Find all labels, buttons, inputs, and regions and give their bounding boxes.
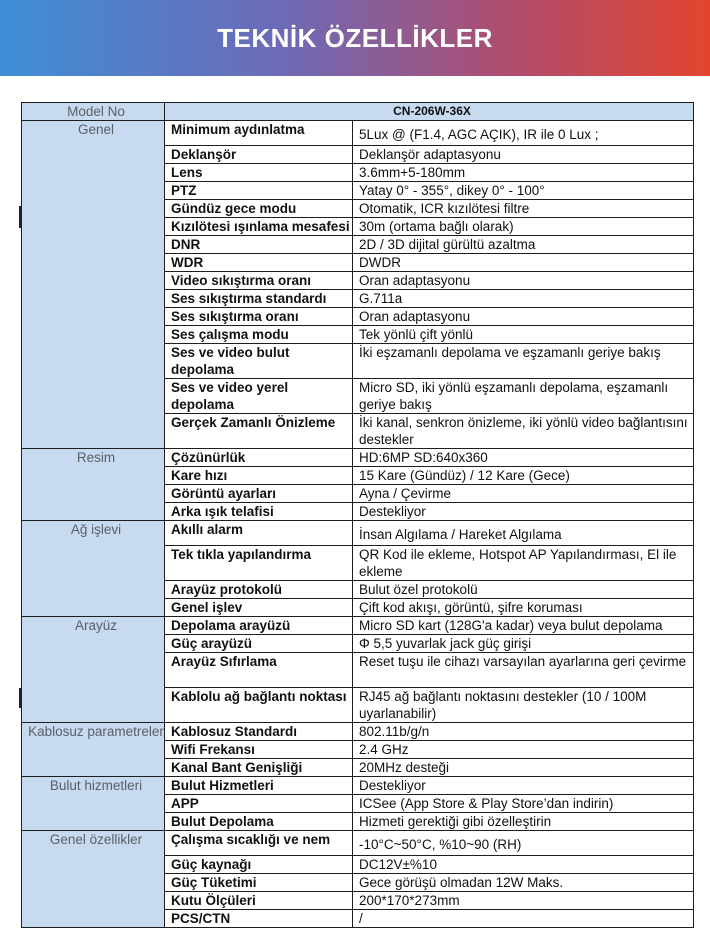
feature-name: PTZ (165, 182, 353, 200)
feature-value: Reset tuşu ile cihazı varsayılan ayarlarına geri çevirme (353, 653, 694, 688)
feature-value: 2D / 3D dijital gürültü azaltma (353, 236, 694, 254)
feature-value: İki eşzamanlı depolama ve eşzamanlı geriye bakış (353, 344, 694, 379)
title-banner (0, 0, 710, 76)
spec-row (22, 777, 694, 795)
category-cell: Resim (22, 449, 165, 521)
feature-value: Ayna / Çevirme (353, 485, 694, 503)
feature-name: WDR (165, 254, 353, 272)
page-title: TEKNİK ÖZELLİKLER (217, 22, 493, 53)
feature-name: Ses çalışma modu (165, 326, 353, 344)
spec-row (22, 831, 694, 856)
spec-row (22, 723, 694, 741)
feature-value: ICSee (App Store & Play Store’dan indirin) (353, 795, 694, 813)
feature-value: G.711a (353, 290, 694, 308)
category-cell: Kablosuz parametreler (22, 723, 165, 777)
feature-value: Micro SD, iki yönlü eşzamanlı depolama, eşzamanlı geriye bakış (353, 379, 694, 414)
feature-name: Ses sıkıştırma standardı (165, 290, 353, 308)
feature-value: Micro SD kart (128G'a kadar) veya bulut depolama (353, 617, 694, 635)
feature-name: Akıllı alarm (165, 521, 353, 546)
feature-value: Hizmeti gerektiği gibi özelleştirin (353, 813, 694, 831)
feature-value: Otomatik, ICR kızılötesi filtre (353, 200, 694, 218)
feature-name: Wifi Frekansı (165, 741, 353, 759)
feature-value: Gece görüşü olmadan 12W Maks. (353, 874, 694, 892)
feature-name: PCS/CTN (165, 910, 353, 928)
feature-value: QR Kod ile ekleme, Hotspot AP Yapılandırması, El ile ekleme (353, 546, 694, 581)
feature-name: Tek tıkla yapılandırma (165, 546, 353, 581)
feature-value: 20MHz desteği (353, 759, 694, 777)
feature-value: Destekliyor (353, 777, 694, 795)
feature-value: 5Lux @ (F1.4, AGC AÇIK), IR ile 0 Lux ; (353, 121, 694, 146)
feature-name: Kutu Ölçüleri (165, 892, 353, 910)
feature-name: Kanal Bant Genişliği (165, 759, 353, 777)
feature-value: / (353, 910, 694, 928)
model-row (22, 103, 694, 121)
spec-table-wrapper (21, 102, 693, 928)
feature-value: 200*170*273mm (353, 892, 694, 910)
feature-value: -10°C~50°C, %10~90 (RH) (353, 831, 694, 856)
feature-value: İnsan Algılama / Hareket Algılama (353, 521, 694, 546)
feature-value: Yatay 0° - 355°, dikey 0° - 100° (353, 182, 694, 200)
feature-name: Güç kaynağı (165, 856, 353, 874)
category-cell: Ağ işlevi (22, 521, 165, 617)
feature-name: Deklanşör (165, 146, 353, 164)
feature-value: Oran adaptasyonu (353, 308, 694, 326)
feature-value: Çift kod akışı, görüntü, şifre koruması (353, 599, 694, 617)
feature-value: DC12V±%10 (353, 856, 694, 874)
category-cell: Arayüz (22, 617, 165, 723)
feature-name: Minimum aydınlatma (165, 121, 353, 146)
feature-value: Tek yönlü çift yönlü (353, 326, 694, 344)
feature-name: Gündüz gece modu (165, 200, 353, 218)
feature-value: Destekliyor (353, 503, 694, 521)
feature-name: Güç arayüzü (165, 635, 353, 653)
feature-value: RJ45 ağ bağlantı noktasını destekler (10 / 100M uyarlanabilir) (353, 688, 694, 723)
category-cell: Genel (22, 121, 165, 449)
spec-row (22, 617, 694, 635)
feature-value: Bulut özel protokolü (353, 581, 694, 599)
feature-value: İki kanal, senkron önizleme, iki yönlü video bağlantısını destekler (353, 414, 694, 449)
spec-row (22, 121, 694, 146)
feature-name: Ses ve video bulut depolama (165, 344, 353, 379)
category-cell: Genel özellikler (22, 831, 165, 928)
feature-value: HD:6MP SD:640x360 (353, 449, 694, 467)
spec-row (22, 449, 694, 467)
feature-name: Arka ışık telafisi (165, 503, 353, 521)
feature-name: Gerçek Zamanlı Önizleme (165, 414, 353, 449)
feature-name: APP (165, 795, 353, 813)
feature-name: Çözünürlük (165, 449, 353, 467)
model-value: CN-206W-36X (165, 103, 694, 121)
feature-name: Kablosuz Standardı (165, 723, 353, 741)
spec-table (21, 102, 694, 928)
feature-value: 30m (ortama bağlı olarak) (353, 218, 694, 236)
feature-name: Video sıkıştırma oranı (165, 272, 353, 290)
feature-name: Genel işlev (165, 599, 353, 617)
feature-value: 2.4 GHz (353, 741, 694, 759)
feature-name: Güç Tüketimi (165, 874, 353, 892)
feature-value: Deklanşör adaptasyonu (353, 146, 694, 164)
model-label: Model No (22, 103, 165, 121)
feature-name: Çalışma sıcaklığı ve nem (165, 831, 353, 856)
feature-value: 3.6mm+5-180mm (353, 164, 694, 182)
feature-value: Oran adaptasyonu (353, 272, 694, 290)
feature-name: Bulut Depolama (165, 813, 353, 831)
feature-name: Bulut Hizmetleri (165, 777, 353, 795)
feature-name: Kare hızı (165, 467, 353, 485)
feature-name: Depolama arayüzü (165, 617, 353, 635)
feature-value: Φ 5,5 yuvarlak jack güç girişi (353, 635, 694, 653)
feature-name: Ses sıkıştırma oranı (165, 308, 353, 326)
feature-value: 15 Kare (Gündüz) / 12 Kare (Gece) (353, 467, 694, 485)
feature-name: Arayüz protokolü (165, 581, 353, 599)
category-cell: Bulut hizmetleri (22, 777, 165, 831)
feature-name: Ses ve video yerel depolama (165, 379, 353, 414)
feature-name: DNR (165, 236, 353, 254)
feature-name: Lens (165, 164, 353, 182)
spec-row (22, 521, 694, 546)
feature-value: DWDR (353, 254, 694, 272)
feature-name: Arayüz Sıfırlama (165, 653, 353, 688)
feature-name: Görüntü ayarları (165, 485, 353, 503)
feature-value: 802.11b/g/n (353, 723, 694, 741)
feature-name: Kablolu ağ bağlantı noktası (165, 688, 353, 723)
feature-name: Kızılötesi ışınlama mesafesi (165, 218, 353, 236)
